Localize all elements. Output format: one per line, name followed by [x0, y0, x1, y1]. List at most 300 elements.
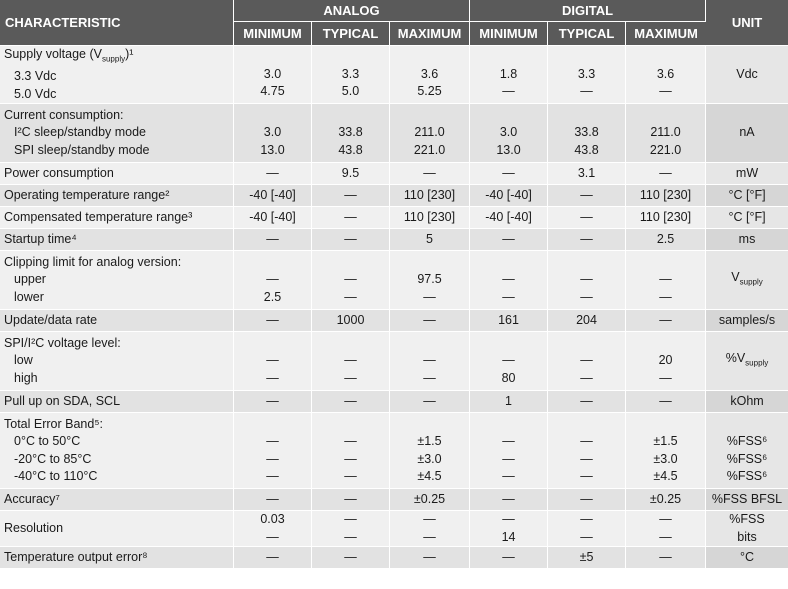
cell-value: — — [266, 272, 279, 287]
characteristic-sublabel: 5.0 Vdc — [14, 86, 57, 101]
digital-typical-cell — [548, 511, 626, 547]
digital-typical-cell — [548, 413, 626, 489]
cell-value: — — [580, 370, 593, 385]
unit-value: nA — [739, 125, 755, 140]
analog-minimum-cell — [234, 207, 312, 229]
digital-minimum-cell — [470, 229, 548, 251]
analog-typical-cell — [312, 229, 390, 251]
cell-value: 2.5 — [263, 289, 282, 304]
cell-value: — — [659, 370, 672, 385]
characteristic-label: Operating temperature range² — [4, 187, 170, 202]
cell-value: — — [580, 451, 593, 466]
cell-value: — — [344, 353, 357, 368]
cell-value: — — [344, 469, 357, 483]
digital-minimum-cell — [470, 251, 548, 310]
cell-value: ±1.5 — [653, 434, 678, 448]
table-row — [0, 207, 788, 229]
characteristic-label: Current consumption: — [4, 107, 124, 122]
cell-value: ±4.5 — [653, 469, 678, 483]
unit-cell — [706, 207, 788, 229]
cell-value: ±5 — [579, 549, 594, 564]
digital-minimum-cell — [470, 310, 548, 332]
cell-value: 5 — [426, 231, 433, 246]
digital-typical-cell — [548, 547, 626, 569]
characteristic-label: Compensated temperature range³ — [4, 209, 193, 224]
cell-value: — — [580, 434, 593, 448]
cell-value — [312, 416, 389, 434]
cell-value: 211.0 — [650, 125, 681, 140]
cell-value: -40 [-40] — [485, 187, 532, 202]
cell-value: 3.0 — [499, 125, 518, 140]
cell-value: — — [344, 451, 357, 466]
cell-value — [548, 48, 625, 66]
cell-value: 3.3 — [341, 66, 360, 81]
table-row — [0, 489, 788, 511]
cell-value — [234, 254, 311, 272]
cell-value: — — [502, 491, 515, 506]
cell-value — [548, 416, 625, 434]
characteristic-cell — [0, 391, 234, 413]
cell-value: 4.75 — [260, 84, 285, 99]
cell-value: — — [266, 393, 279, 408]
cell-value — [470, 416, 547, 434]
unit-value — [706, 291, 788, 309]
cell-value: — — [659, 512, 672, 526]
cell-value: — — [423, 529, 436, 544]
table-row — [0, 310, 788, 332]
cell-value: — — [580, 231, 593, 246]
unit-value: °C — [740, 549, 755, 564]
analog-typical-cell — [312, 46, 390, 104]
digital-minimum-cell — [470, 547, 548, 569]
cell-value: — — [659, 272, 672, 287]
digital-maximum-header: MAXIMUM — [626, 22, 706, 46]
digital-maximum-cell — [626, 163, 706, 185]
analog-maximum-cell — [390, 391, 470, 413]
digital-maximum-cell — [626, 251, 706, 310]
characteristic-label: SPI/I²C voltage level: — [4, 335, 121, 350]
cell-value: — — [344, 272, 357, 287]
analog-minimum-cell — [234, 185, 312, 207]
cell-value: 5.25 — [417, 84, 442, 99]
analog-typical-cell — [312, 251, 390, 310]
analog-minimum-cell — [234, 104, 312, 163]
cell-value — [312, 335, 389, 353]
cell-value — [234, 48, 311, 66]
cell-value: — — [580, 491, 593, 506]
cell-value: — — [266, 491, 279, 506]
cell-value: — — [423, 549, 436, 564]
cell-value: — — [344, 209, 357, 224]
digital-maximum-cell — [626, 46, 706, 104]
characteristic-cell — [0, 310, 234, 332]
analog-maximum-cell — [390, 413, 470, 489]
analog-minimum-header: MINIMUM — [234, 22, 312, 46]
digital-minimum-cell — [470, 489, 548, 511]
characteristic-sublabel: low — [14, 353, 33, 368]
unit-value: $V_{supply}$ — [731, 270, 763, 287]
analog-typical-cell — [312, 413, 390, 489]
analog-minimum-cell — [234, 251, 312, 310]
digital-minimum-header: MINIMUM — [470, 22, 548, 46]
cell-value: -40 [-40] — [249, 209, 296, 224]
characteristic-label: Update/data rate — [4, 312, 98, 327]
cell-value: 3.1 — [577, 165, 596, 180]
cell-value — [234, 107, 311, 125]
unit-cell — [706, 46, 788, 104]
cell-value: — — [344, 434, 357, 448]
analog-maximum-header: MAXIMUM — [390, 22, 470, 46]
analog-maximum-cell — [390, 332, 470, 391]
digital-maximum-cell — [626, 332, 706, 391]
digital-typical-cell — [548, 391, 626, 413]
characteristic-label: Supply voltage $(V_{supply})^1$ — [4, 47, 134, 64]
cell-value — [234, 416, 311, 434]
cell-value: 14 — [501, 529, 516, 544]
cell-value — [234, 335, 311, 353]
cell-value: 3.6 — [420, 66, 439, 81]
cell-value: — — [344, 393, 357, 408]
unit-value — [706, 107, 788, 125]
analog-minimum-cell — [234, 547, 312, 569]
unit-cell — [706, 547, 788, 569]
analog-typical-cell — [312, 391, 390, 413]
cell-value: — — [423, 353, 436, 368]
digital-maximum-cell — [626, 547, 706, 569]
unit-value — [706, 142, 788, 160]
analog-maximum-cell — [390, 104, 470, 163]
cell-value — [470, 48, 547, 66]
analog-maximum-cell — [390, 229, 470, 251]
cell-value: 211.0 — [414, 125, 445, 140]
cell-value: 0.03 — [260, 512, 285, 526]
analog-minimum-cell — [234, 229, 312, 251]
unit-value: Vdc — [736, 66, 758, 81]
digital-typical-cell — [548, 489, 626, 511]
cell-value: — — [502, 272, 515, 287]
cell-value: — — [580, 393, 593, 408]
cell-value — [390, 48, 469, 66]
cell-value: — — [659, 549, 672, 564]
cell-value: — — [423, 289, 436, 304]
cell-value: 20 — [658, 353, 673, 368]
cell-value: — — [344, 370, 357, 385]
cell-value: — — [266, 469, 279, 483]
cell-value: — — [502, 84, 515, 99]
unit-value: kOhm — [730, 393, 764, 408]
digital-maximum-cell — [626, 207, 706, 229]
unit-value — [706, 252, 788, 270]
cell-value: — — [344, 187, 357, 202]
cell-value — [312, 254, 389, 272]
cell-value: 110 [230] — [639, 187, 692, 202]
digital-maximum-cell — [626, 185, 706, 207]
cell-value — [626, 416, 705, 434]
digital-maximum-cell — [626, 310, 706, 332]
unit-cell — [706, 229, 788, 251]
cell-value — [626, 107, 705, 125]
characteristic-cell — [0, 207, 234, 229]
cell-value: — — [266, 529, 279, 544]
cell-value: — — [266, 434, 279, 448]
unit-header: UNIT — [706, 0, 788, 46]
characteristic-sublabel: high — [14, 370, 38, 385]
table-row — [0, 46, 788, 104]
analog-maximum-cell — [390, 511, 470, 547]
cell-value — [470, 254, 547, 272]
digital-minimum-cell — [470, 207, 548, 229]
cell-value: 43.8 — [338, 142, 363, 157]
cell-value: ±4.5 — [417, 469, 442, 483]
cell-value: — — [423, 370, 436, 385]
cell-value: 3.0 — [263, 66, 282, 81]
characteristic-label: Total Error Band⁵: — [4, 416, 103, 431]
unit-value — [706, 333, 788, 351]
characteristic-label: Power consumption — [4, 165, 114, 180]
table-row — [0, 391, 788, 413]
table-row — [0, 104, 788, 163]
cell-value: 204 — [576, 312, 597, 327]
table-row — [0, 163, 788, 185]
digital-maximum-cell — [626, 511, 706, 547]
characteristic-sublabel: -20°C to 85°C — [14, 451, 92, 466]
digital-minimum-cell — [470, 163, 548, 185]
analog-maximum-cell — [390, 489, 470, 511]
cell-value: 161 — [498, 312, 519, 327]
unit-value: °C [°F] — [728, 209, 766, 224]
analog-maximum-cell — [390, 163, 470, 185]
analog-minimum-cell — [234, 413, 312, 489]
cell-value: — — [266, 165, 279, 180]
characteristic-sublabel: -40°C to 110°C — [14, 469, 98, 483]
characteristic-cell — [0, 251, 234, 310]
cell-value — [548, 254, 625, 272]
table-row — [0, 332, 788, 391]
characteristic-sublabel: 0°C to 50°C — [14, 434, 81, 448]
unit-value: samples/s — [718, 312, 776, 327]
cell-value: — — [502, 231, 515, 246]
cell-value: — — [502, 353, 515, 368]
analog-minimum-cell — [234, 511, 312, 547]
cell-value: — — [423, 165, 436, 180]
cell-value: 97.5 — [417, 272, 442, 287]
characteristic-cell — [0, 104, 234, 163]
cell-value: 110 [230] — [639, 209, 692, 224]
cell-value — [548, 335, 625, 353]
cell-value — [390, 254, 469, 272]
digital-minimum-cell — [470, 332, 548, 391]
analog-maximum-cell — [390, 310, 470, 332]
cell-value: 110 [230] — [403, 187, 456, 202]
analog-typical-cell — [312, 511, 390, 547]
cell-value: ±3.0 — [653, 451, 678, 466]
cell-value: 221.0 — [649, 142, 682, 157]
cell-value: — — [502, 165, 515, 180]
cell-value: -40 [-40] — [485, 209, 532, 224]
analog-minimum-cell — [234, 391, 312, 413]
analog-typical-cell — [312, 332, 390, 391]
cell-value — [548, 107, 625, 125]
cell-value — [390, 107, 469, 125]
cell-value: — — [502, 469, 515, 483]
unit-value: bits — [737, 529, 757, 544]
cell-value: — — [580, 187, 593, 202]
characteristic-cell — [0, 413, 234, 489]
unit-value — [706, 416, 788, 434]
digital-minimum-cell — [470, 511, 548, 547]
cell-value — [470, 107, 547, 125]
cell-value — [390, 416, 469, 434]
characteristic-cell — [0, 185, 234, 207]
analog-minimum-cell — [234, 489, 312, 511]
analog-maximum-cell — [390, 185, 470, 207]
analog-typical-cell — [312, 104, 390, 163]
cell-value: — — [659, 165, 672, 180]
unit-cell — [706, 185, 788, 207]
digital-typical-cell — [548, 46, 626, 104]
cell-value: — — [659, 529, 672, 544]
cell-value: — — [502, 289, 515, 304]
unit-value — [706, 372, 788, 390]
analog-typical-cell — [312, 489, 390, 511]
unit-cell — [706, 391, 788, 413]
analog-minimum-cell — [234, 163, 312, 185]
unit-cell — [706, 511, 788, 547]
analog-typical-cell — [312, 547, 390, 569]
digital-minimum-cell — [470, 104, 548, 163]
unit-value: $\%V_{supply}$ — [725, 351, 769, 368]
analog-maximum-cell — [390, 207, 470, 229]
digital-minimum-cell — [470, 413, 548, 489]
cell-value: — — [344, 549, 357, 564]
analog-maximum-cell — [390, 547, 470, 569]
digital-maximum-cell — [626, 104, 706, 163]
table-row — [0, 251, 788, 310]
cell-value: — — [266, 312, 279, 327]
characteristic-label: Accuracy⁷ — [4, 491, 60, 506]
unit-cell — [706, 251, 788, 310]
unit-cell — [706, 104, 788, 163]
cell-value: 13.0 — [260, 142, 285, 157]
cell-value: — — [580, 289, 593, 304]
cell-value: 33.8 — [338, 125, 363, 140]
cell-value: 5.0 — [341, 84, 360, 99]
analog-typical-cell — [312, 163, 390, 185]
unit-value: %FSS⁶ — [726, 451, 768, 466]
table-row — [0, 547, 788, 569]
cell-value: — — [502, 434, 515, 448]
unit-value: mW — [735, 165, 759, 180]
unit-value: %FSS⁶ — [726, 434, 768, 448]
unit-cell — [706, 163, 788, 185]
characteristic-sublabel: I²C sleep/standby mode — [14, 125, 147, 140]
characteristic-sublabel: 3.3 Vdc — [14, 69, 57, 83]
cell-value: 110 [230] — [403, 209, 456, 224]
cell-value: — — [502, 512, 515, 526]
cell-value — [470, 335, 547, 353]
cell-value: — — [344, 231, 357, 246]
cell-value: — — [344, 289, 357, 304]
table-row — [0, 511, 788, 547]
analog-maximum-cell — [390, 46, 470, 104]
characteristic-cell — [0, 229, 234, 251]
digital-minimum-cell — [470, 391, 548, 413]
cell-value — [626, 48, 705, 66]
cell-value: — — [580, 469, 593, 483]
cell-value: ±3.0 — [417, 451, 442, 466]
analog-typical-cell — [312, 185, 390, 207]
cell-value: — — [659, 393, 672, 408]
characteristic-cell — [0, 163, 234, 185]
analog-typical-cell — [312, 310, 390, 332]
cell-value: 33.8 — [574, 125, 599, 140]
characteristic-sublabel: upper — [14, 272, 46, 287]
digital-maximum-cell — [626, 229, 706, 251]
cell-value — [312, 107, 389, 125]
cell-value: — — [580, 512, 593, 526]
characteristic-label: Pull up on SDA, SCL — [4, 393, 121, 408]
cell-value: 1000 — [336, 312, 365, 327]
cell-value: 3.3 — [577, 66, 596, 81]
characteristic-cell — [0, 332, 234, 391]
cell-value: ±0.25 — [413, 491, 446, 506]
digital-maximum-cell — [626, 489, 706, 511]
cell-value: 2.5 — [656, 231, 675, 246]
digital-minimum-cell — [470, 185, 548, 207]
digital-typical-cell — [548, 185, 626, 207]
table-row — [0, 413, 788, 489]
cell-value: — — [659, 289, 672, 304]
cell-value: 1.8 — [499, 66, 518, 81]
table-row — [0, 185, 788, 207]
digital-typical-cell — [548, 207, 626, 229]
digital-typical-cell — [548, 310, 626, 332]
analog-maximum-cell — [390, 251, 470, 310]
analog-minimum-cell — [234, 310, 312, 332]
digital-maximum-cell — [626, 391, 706, 413]
characteristic-cell — [0, 46, 234, 104]
characteristic-header: CHARACTERISTIC — [0, 0, 234, 46]
cell-value: 9.5 — [341, 165, 360, 180]
characteristic-sublabel: SPI sleep/standby mode — [14, 142, 150, 157]
cell-value: — — [266, 231, 279, 246]
cell-value: — — [580, 272, 593, 287]
characteristic-label: Clipping limit for analog version: — [4, 254, 182, 269]
cell-value: 43.8 — [574, 142, 599, 157]
cell-value: — — [344, 512, 357, 526]
cell-value: ±1.5 — [417, 434, 442, 448]
digital-typical-cell — [548, 104, 626, 163]
characteristic-sublabel: lower — [14, 289, 44, 304]
digital-typical-header: TYPICAL — [548, 22, 626, 46]
cell-value: 221.0 — [413, 142, 446, 157]
unit-cell — [706, 413, 788, 489]
cell-value: -40 [-40] — [249, 187, 296, 202]
digital-group-header: DIGITAL — [470, 0, 706, 22]
unit-cell — [706, 310, 788, 332]
digital-maximum-cell — [626, 413, 706, 489]
digital-typical-cell — [548, 251, 626, 310]
digital-minimum-cell — [470, 46, 548, 104]
cell-value: — — [502, 451, 515, 466]
cell-value: 3.6 — [656, 66, 675, 81]
table-row — [0, 229, 788, 251]
table-header — [0, 0, 788, 46]
cell-value: — — [423, 393, 436, 408]
digital-typical-cell — [548, 163, 626, 185]
cell-value: 13.0 — [496, 142, 521, 157]
cell-value: — — [266, 353, 279, 368]
